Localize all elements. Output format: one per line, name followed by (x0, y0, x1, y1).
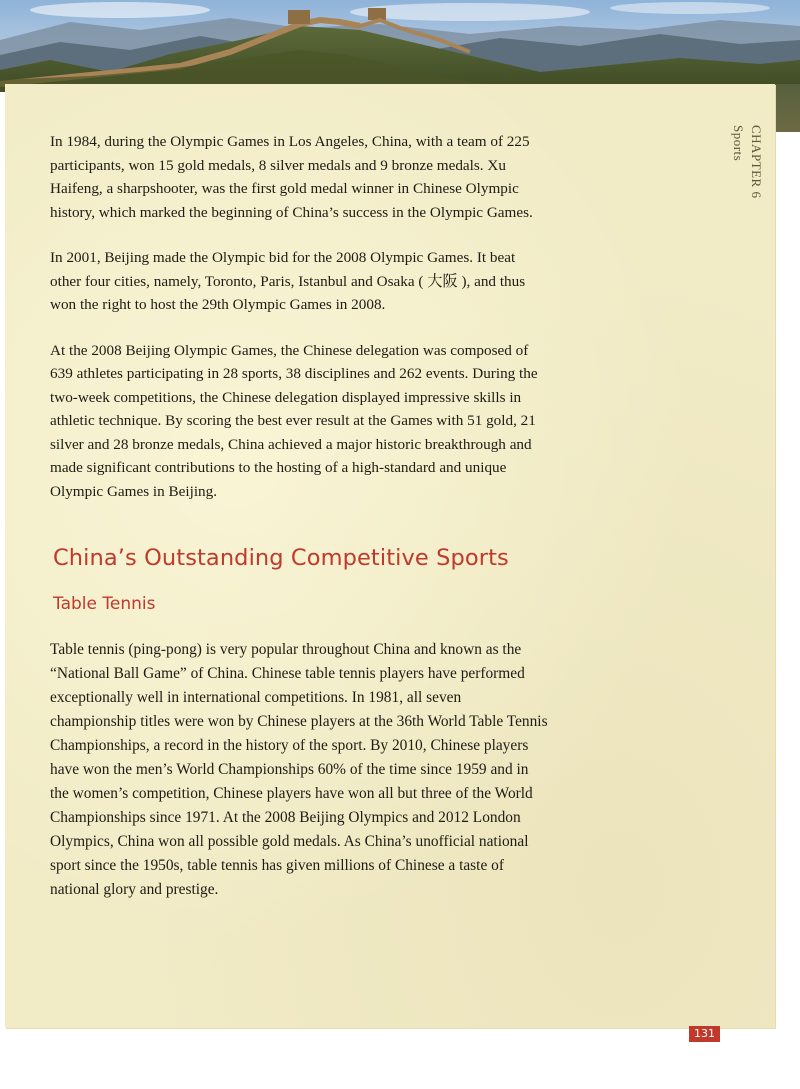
chapter-section-label: Sports (731, 125, 746, 162)
subsection-title: Table Tennis (53, 593, 156, 614)
paragraph-1984-olympics: In 1984, during the Olympic Games in Los Angeles, China, with a team of 225 participants, won 15 gold medals, 8 silver medals and 9 bronze medals. Xu Haifeng, a sharpshooter, was the first gold medal winner in Chinese Olympic history, which marked the beginning of China’s success in the Olympic Games. (50, 133, 533, 221)
great-wall-banner-image (0, 0, 800, 92)
page-content (50, 130, 550, 924)
paragraph-2001-bid: In 2001, Beijing made the Olympic bid for the 2008 Olympic Games. It beat other four cities, namely, Toronto, Paris, Istanbul and Osaka ( 大阪 ), and thus won the right to host the 29th Olympic Games in 2008. (50, 249, 526, 313)
page-number: 131 (689, 1026, 720, 1042)
section-title: China’s Outstanding Competitive Sports (53, 545, 509, 571)
chapter-tab (725, 125, 765, 225)
chapter-label: CHAPTER 6 (749, 125, 764, 199)
paragraph-table-tennis: Table tennis (ping-pong) is very popular throughout China and known as the “National Ball Game” of China. Chinese table tennis players have performed exceptionally well in international competitions. In 1981, all seven championship titles were won by Chinese players at the 36th World Table Tennis Championships, a record in the history of the sport. By 2010, Chinese players have won the men’s World Championships 60% of the time since 1959 and in the women’s competition, Chinese players have won all but three of the World Championships since 1971. At the 2008 Beijing Olympics and 2012 London Olympics, China won all possible gold medals. As China’s unofficial national sport since the 1950s, table tennis has given millions of Chinese a taste of national glory and prestige. (50, 641, 548, 898)
paragraph-2008-games: At the 2008 Beijing Olympic Games, the Chinese delegation was composed of 639 athletes participating in 28 sports, 38 disciplines and 262 events. During the two-week competitions, the Chinese delegation displayed impressive skills in athletic technique. By scoring the best ever result at the Games with 51 gold, 21 silver and 28 bronze medals, China achieved a major historic breakthrough and made significant contributions to the hosting of a high-standard and unique Olympic Games in Beijing. (50, 341, 538, 500)
